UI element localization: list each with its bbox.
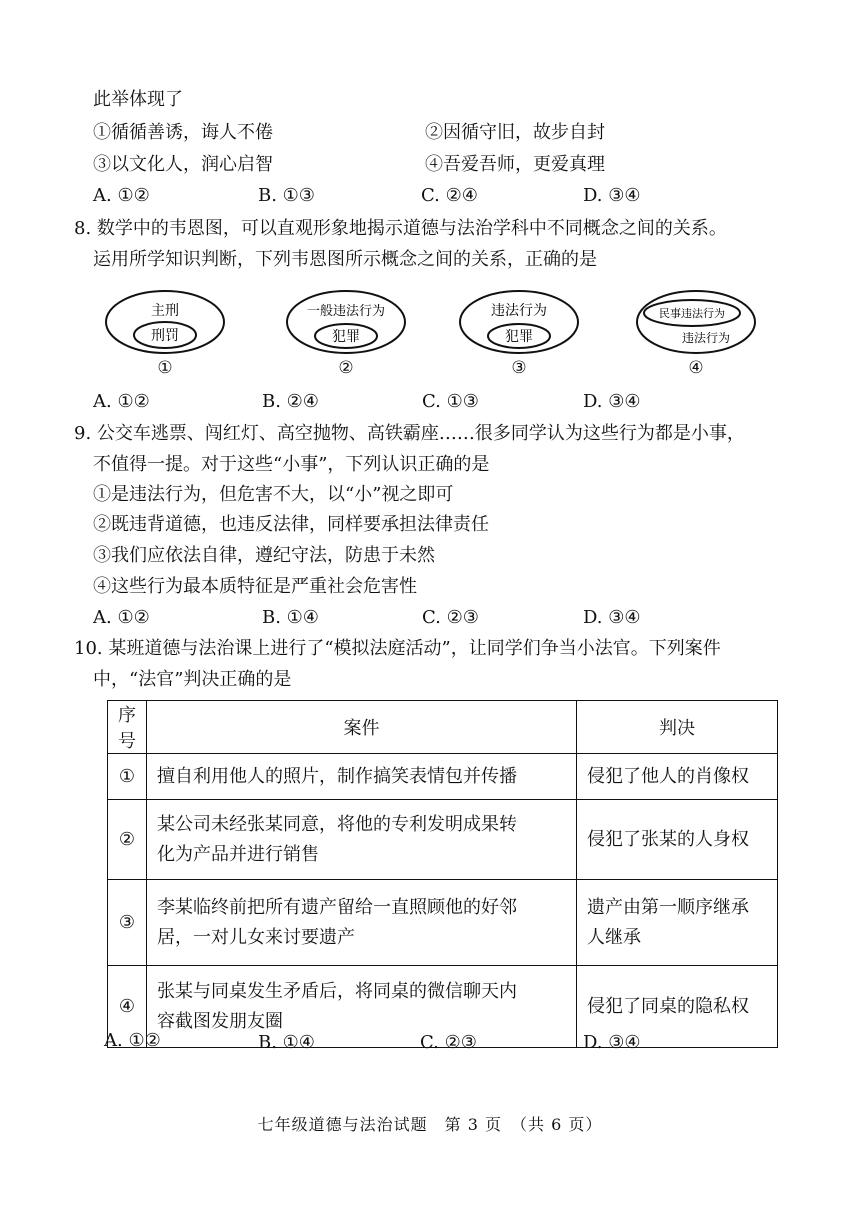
verdict-text <box>577 754 778 800</box>
q7-option-c: C. ②④ <box>421 185 478 206</box>
page-footer: 七年级道德与法治试题 第 3 页 （共 6 页） <box>257 1115 603 1134</box>
q7-statement-4: ④吾爱吾师，更爱真理 <box>425 154 605 175</box>
q7-statement-3: ③以文化人，润心启智 <box>93 154 273 175</box>
q9-option-a: A. ①② <box>93 607 150 628</box>
row-number: ③ <box>108 880 147 966</box>
q7-option-b: B. ①③ <box>258 185 315 206</box>
table-row <box>108 754 778 800</box>
venn-4-caption: ④ <box>688 358 704 378</box>
verdict-line: 侵犯了同桌的隐私权 <box>587 995 749 1017</box>
case-text <box>147 966 577 1048</box>
q9-statement-4: ④这些行为最本质特征是严重社会危害性 <box>93 576 417 597</box>
case-table <box>107 700 778 1048</box>
q10-option-c: C. ②③ <box>420 1032 477 1053</box>
venn-4-outer-label: 违法行为 <box>681 331 731 345</box>
q7-statement-2: ②因循守旧，故步自封 <box>425 122 605 143</box>
table-header-row <box>108 701 778 754</box>
verdict-line: 遗产由第一顺序继承 <box>587 896 749 918</box>
q8-stem-line2: 运用所学知识判断，下列韦恩图所示概念之间的关系，正确的是 <box>93 249 597 270</box>
venn-1-outer-label: 主刑 <box>151 303 179 319</box>
case-line: 容截图发朋友圈 <box>157 1010 283 1032</box>
case-line: 居，一对儿女来讨要遗产 <box>157 926 355 948</box>
q10-stem-line2: 中，“法官”判决正确的是 <box>93 669 292 690</box>
venn-3-outer-label: 违法行为 <box>491 303 547 319</box>
venn-3-inner-label: 犯罪 <box>505 329 533 345</box>
q7-option-a: A. ①② <box>93 185 150 206</box>
verdict-line: 侵犯了张某的人身权 <box>587 828 749 850</box>
case-line: 擅自利用他人的照片，制作搞笑表情包并传播 <box>157 765 517 787</box>
q8-stem-line1: 8. 数学中的韦恩图，可以直观形象地揭示道德与法治学科中不同概念之间的关系。 <box>74 218 727 239</box>
header-verdict: 判决 <box>577 701 778 754</box>
q7-statement-1: ①循循善诱，诲人不倦 <box>93 122 273 143</box>
venn-diagram-1 <box>103 288 227 383</box>
venn-diagram-4 <box>634 288 758 383</box>
q9-statement-2: ②既违背道德，也违反法律，同样要承担法律责任 <box>93 514 489 535</box>
row-number: ① <box>108 754 147 800</box>
q9-option-d: D. ③④ <box>583 607 641 628</box>
q10-option-a: A. ①② <box>104 1030 161 1051</box>
case-text <box>147 880 577 966</box>
verdict-line: 人继承 <box>587 926 641 948</box>
verdict-line: 侵犯了他人的肖像权 <box>587 765 749 787</box>
case-line: 张某与同桌发生矛盾后，将同桌的微信聊天内 <box>157 980 517 1002</box>
q8-option-a: A. ①② <box>93 391 150 412</box>
q9-stem-line1: 9. 公交车逃票、闯红灯、高空抛物、高铁霸座……很多同学认为这些行为都是小事， <box>74 423 745 444</box>
case-line: 某公司未经张某同意，将他的专利发明成果转 <box>157 813 517 835</box>
q8-option-c: C. ①③ <box>422 391 479 412</box>
q9-statement-3: ③我们应依法自律，遵纪守法，防患于未然 <box>93 545 435 566</box>
header-case: 案件 <box>147 701 577 754</box>
q10-option-b: B. ①④ <box>258 1032 315 1053</box>
table-row <box>108 800 778 880</box>
venn-3-caption: ③ <box>511 358 527 378</box>
venn-2-caption: ② <box>338 358 354 378</box>
q10-stem-line1: 10. 某班道德与法治课上进行了“模拟法庭活动”，让同学们争当小法官。下列案件 <box>74 638 721 659</box>
row-number: ④ <box>108 966 147 1048</box>
verdict-text <box>577 880 778 966</box>
header-number: 序号 <box>108 701 147 754</box>
q7-stem-tail: 此举体现了 <box>93 89 183 110</box>
venn-1-caption: ① <box>157 358 173 378</box>
table-row <box>108 880 778 966</box>
venn-2-inner-label: 犯罪 <box>332 329 360 345</box>
q9-stem-line2: 不值得一提。对于这些“小事”，下列认识正确的是 <box>93 454 490 475</box>
q8-option-d: D. ③④ <box>583 391 641 412</box>
venn-1-inner-label: 刑罚 <box>151 328 179 344</box>
q7-option-d: D. ③④ <box>583 185 641 206</box>
q10-option-d: D. ③④ <box>583 1032 641 1053</box>
q9-option-b: B. ①④ <box>262 607 319 628</box>
q8-option-b: B. ②④ <box>262 391 319 412</box>
q9-option-c: C. ②③ <box>422 607 479 628</box>
venn-2-outer-label: 一般违法行为 <box>306 304 386 319</box>
venn-diagram-3 <box>457 288 581 383</box>
row-number: ② <box>108 800 147 880</box>
verdict-text <box>577 800 778 880</box>
q9-statement-1: ①是违法行为，但危害不大，以“小”视之即可 <box>93 484 454 505</box>
case-line: 化为产品并进行销售 <box>157 843 319 865</box>
venn-4-inner-label: 民事违法行为 <box>659 307 725 320</box>
case-text <box>147 800 577 880</box>
case-line: 李某临终前把所有遗产留给一直照顾他的好邻 <box>157 896 517 918</box>
venn-diagram-2 <box>284 288 408 383</box>
case-text <box>147 754 577 800</box>
